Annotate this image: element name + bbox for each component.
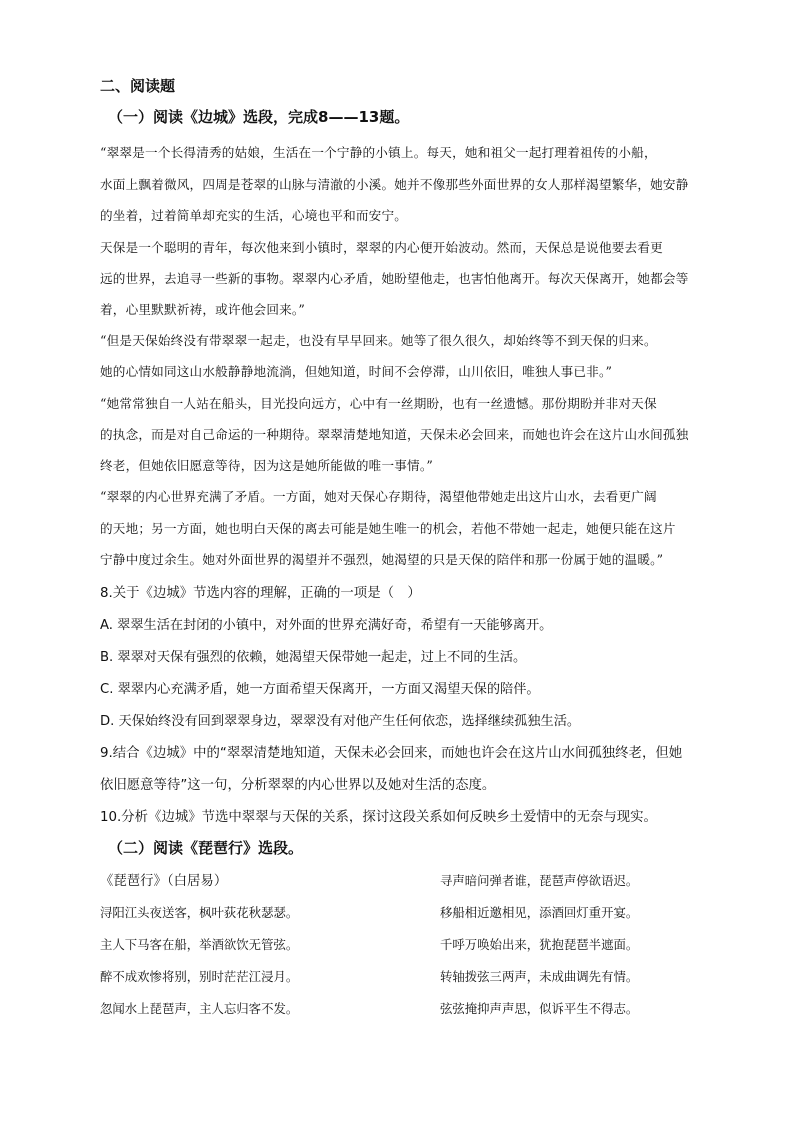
poem-line-left: 醉不成欢惨将别，别时茫茫江浸月。 [100, 969, 299, 984]
poem-line-right: 移船相近邀相见，添酒回灯重开宴。 [440, 905, 639, 920]
passage-line: 的执念，而是对自己命运的一种期待。翠翠清楚地知道，天保未必会回来，而她也许会在这片山水间孤独 [100, 427, 689, 442]
subsection-title-2: （二）阅读《琵琶行》选段。 [108, 839, 304, 857]
question-8-option-d: D. 天保始终没有回到翠翠身边，翠翠没有对他产生任何依恋，选择继续孤独生活。 [100, 714, 581, 729]
passage-line: 的天地；另一方面，她也明白天保的离去可能是她生唯一的机会，若他不带她一起走，她便只能在这片 [100, 521, 676, 536]
poem-line-left: 忽闻水上琵琶声，主人忘归客不发。 [100, 1001, 299, 1016]
question-9-line: 依旧愿意等待”这一句，分析翠翠的内心世界以及她对生活的态度。 [100, 778, 496, 793]
passage-line: 着，心里默默祈祷，或许他会回来。” [100, 302, 306, 317]
poem-line-right: 转轴拨弦三两声，未成曲调先有情。 [440, 969, 639, 984]
poem-line-right: 弦弦掩抑声声思，似诉平生不得志。 [440, 1001, 639, 1016]
question-8-stem: 8.关于《边城》节选内容的理解，正确的一项是（ ） [100, 586, 421, 601]
passage-line: 天保是一个聪明的青年，每次他来到小镇时，翠翠的内心便开始波动。然而，天保总是说他要去看更 [100, 240, 663, 255]
poem-line-left: 浔阳江头夜送客，枫叶荻花秋瑟瑟。 [100, 905, 299, 920]
question-10: 10.分析《边城》节选中翠翠与天保的关系，探讨这段关系如何反映乡土爱情中的无奈与现实。 [100, 810, 657, 825]
subsection-title-1: （一）阅读《边城》选段，完成8——13题。 [108, 108, 410, 126]
question-9-line: 9.结合《边城》中的“翠翠清楚地知道，天保未必会回来，而她也许会在这片山水间孤独终老，但她 [100, 746, 683, 761]
passage-line: “翠翠是一个长得清秀的姑娘，生活在一个宁静的小镇上。每天，她和祖父一起打理着祖传的小船， [100, 145, 657, 160]
poem-title: 《琵琶行》（白居易） [100, 874, 228, 889]
passage-line: “但是天保始终没有带翠翠一起走，也没有早早回来。她等了很久很久，却始终等不到天保的归来。 [100, 333, 657, 348]
poem-line-right: 千呼万唤始出来，犹抱琵琶半遮面。 [440, 937, 639, 952]
passage-line: 终老，但她依旧愿意等待，因为这是她所能做的唯一事情。” [100, 458, 433, 473]
passage-line: 水面上飘着微风，四周是苍翠的山脉与清澈的小溪。她并不像那些外面世界的女人那样渴望繁华，她安静 [100, 177, 689, 192]
question-8-option-b: B. 翠翠对天保有强烈的依赖，她渴望天保带她一起走，过上不同的生活。 [100, 650, 527, 665]
passage-line: “她常常独自一人站在船头，目光投向远方，心中有一丝期盼，也有一丝遗憾。那份期盼并非对天保 [100, 396, 657, 411]
passage-line: 宁静中度过余生。她对外面世界的渴望并不强烈，她渴望的只是天保的陪伴和那一份属于她的温暖。” [100, 552, 664, 567]
question-8-option-a: A. 翠翠生活在封闭的小镇中，对外面的世界充满好奇，希望有一天能够离开。 [100, 618, 553, 633]
section-title: 二、阅读题 [100, 77, 176, 95]
passage-line: 远的世界，去追寻一些新的事物。翠翠内心矛盾，她盼望他走，也害怕他离开。每次天保离开，她都会等 [100, 271, 689, 286]
passage-line: 她的心情如同这山水般静静地流淌，但她知道，时间不会停滞，山川依旧，唯独人事已非。” [100, 364, 613, 379]
passage-line: 的坐着，过着简单却充实的生活，心境也平和而安宁。 [100, 208, 408, 223]
question-8-option-c: C. 翠翠内心充满矛盾，她一方面希望天保离开，一方面又渴望天保的陪伴。 [100, 682, 540, 697]
poem-line-left: 主人下马客在船，举酒欲饮无管弦。 [100, 937, 299, 952]
passage-line: “翠翠的内心世界充满了矛盾。一方面，她对天保心存期待，渴望他带她走出这片山水，去看更广阔 [100, 489, 657, 504]
poem-line-right: 寻声暗问弹者谁，琵琶声停欲语迟。 [440, 873, 639, 888]
